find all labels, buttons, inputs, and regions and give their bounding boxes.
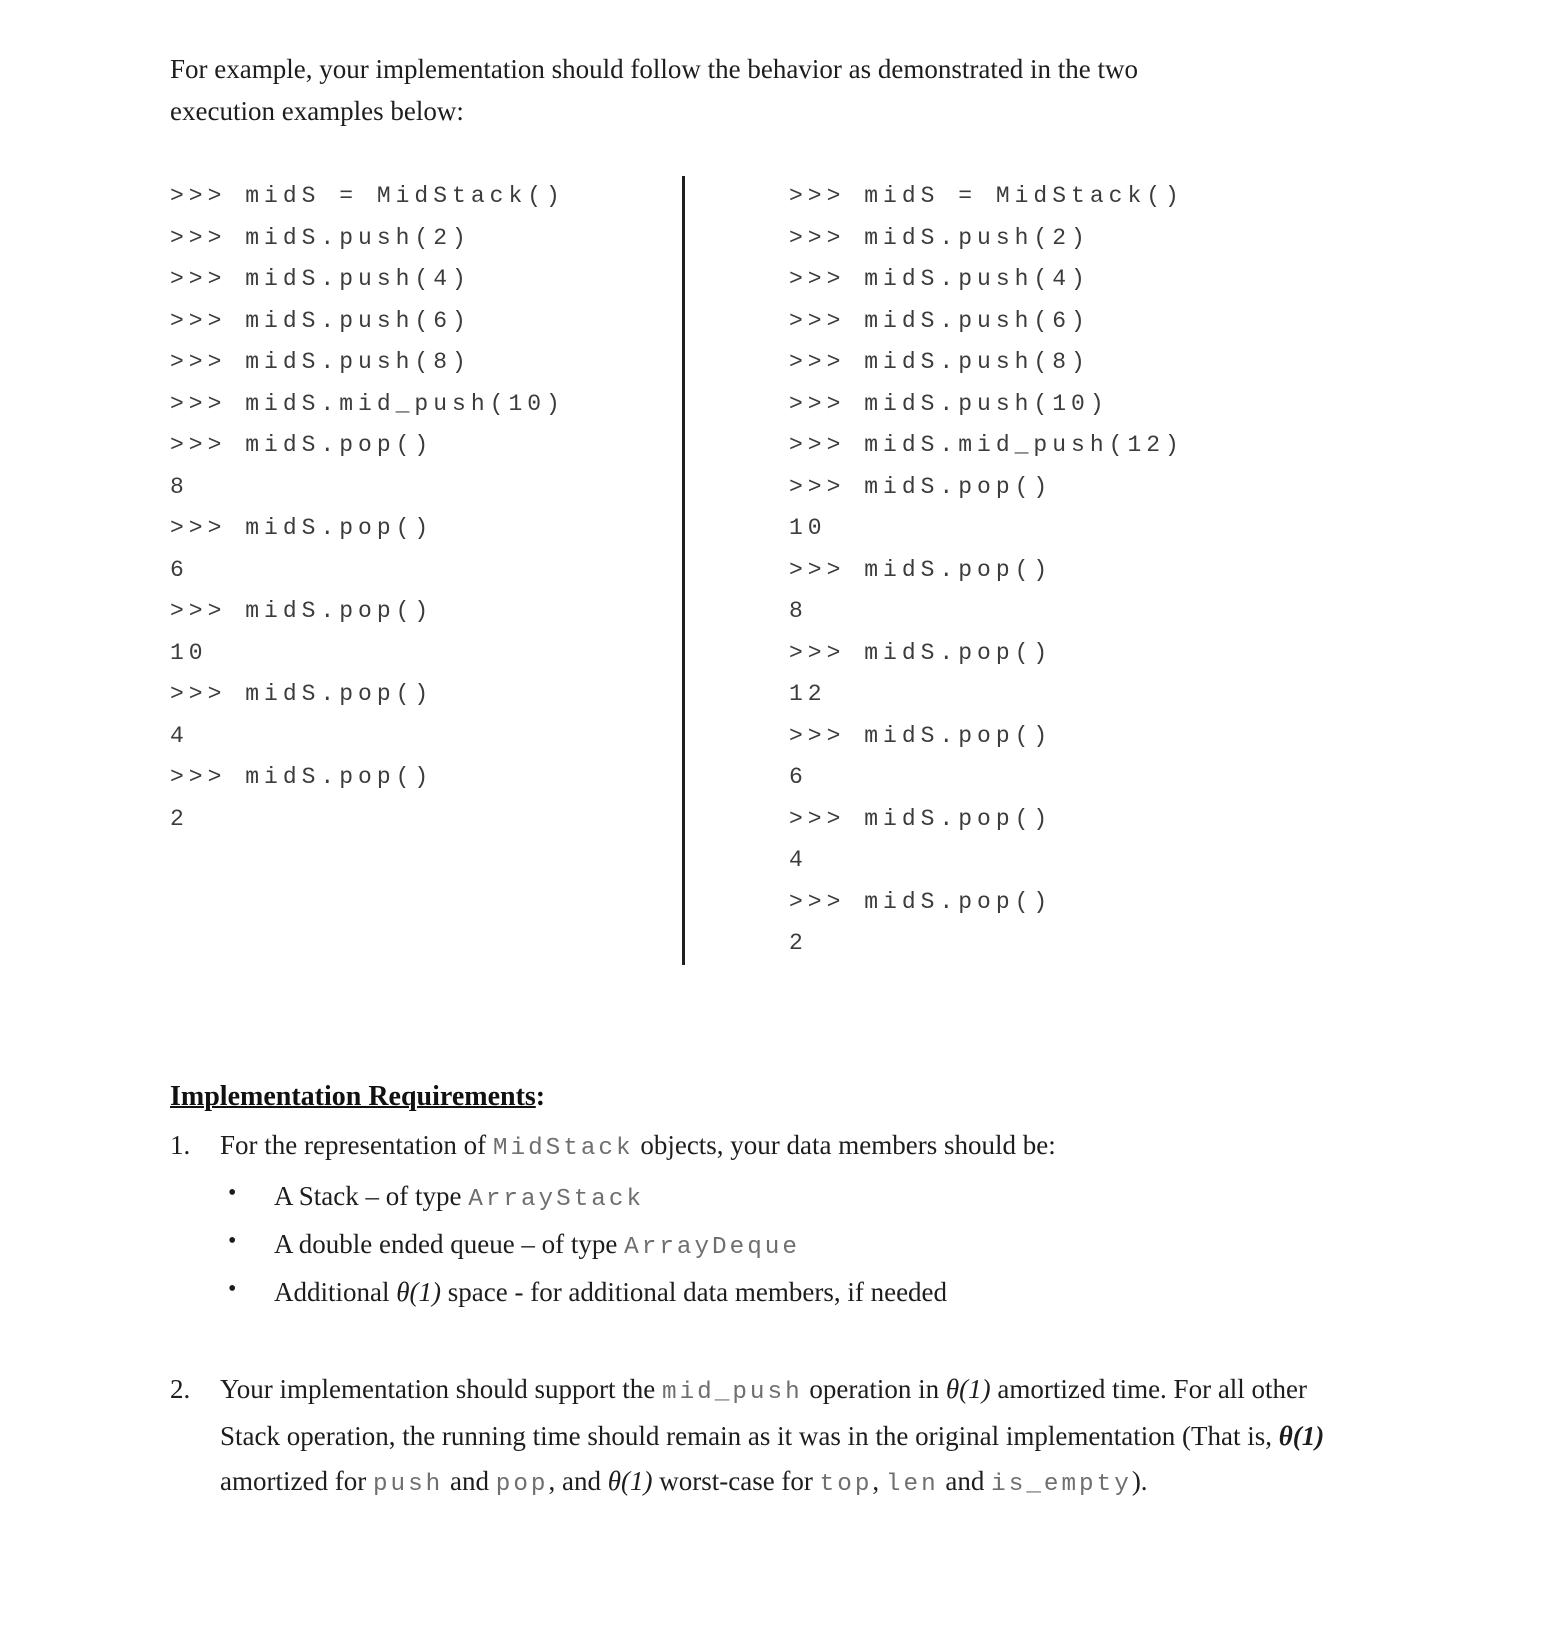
requirement-2-text: [220, 1367, 1330, 1505]
requirements-section: [170, 1081, 1447, 1506]
code-line: >>> midS.pop(): [789, 473, 1053, 500]
bullet-text: [274, 1173, 644, 1221]
text-run: A double ended queue – of type: [274, 1229, 625, 1260]
execution-examples: [170, 176, 1447, 965]
code-line: >>> midS.push(6): [170, 307, 471, 334]
requirements-heading-text: Implementation Requirements: [170, 1080, 536, 1112]
text-run: Additional: [274, 1276, 397, 1307]
math-run: θ(1): [1278, 1420, 1325, 1451]
text-run: For the representation of: [220, 1129, 493, 1160]
requirement-item-2: [170, 1367, 1447, 1505]
code-line: >>> midS.pop(): [789, 722, 1053, 749]
requirement-1-text: [220, 1123, 1056, 1170]
code-line: >>> midS.push(8): [789, 349, 1090, 376]
column-divider: [682, 176, 685, 965]
code-line: >>> midS.push(6): [789, 307, 1090, 334]
inline-code: MidStack: [492, 1134, 634, 1162]
code-line: >>> midS = MidStack(): [789, 183, 1184, 210]
code-line: >>> midS.pop(): [170, 515, 434, 542]
code-line: 4: [789, 847, 808, 874]
inline-code: len: [885, 1470, 939, 1498]
inline-code: pop: [495, 1470, 549, 1498]
inline-code: ArrayStack: [468, 1186, 645, 1214]
code-line: 10: [789, 515, 827, 542]
requirements-heading: [170, 1081, 1447, 1113]
text-run: ).: [1131, 1465, 1148, 1496]
requirement-1-body: [220, 1123, 1056, 1316]
code-line: >>> midS.push(10): [789, 390, 1109, 417]
math-run: θ(1): [396, 1276, 441, 1307]
code-line: >>> midS.pop(): [170, 764, 434, 791]
text-run: amortized for: [220, 1465, 373, 1496]
bullet-item: [220, 1221, 1056, 1269]
text-run: , and: [548, 1465, 608, 1496]
code-line: 6: [170, 556, 189, 583]
text-run: and: [938, 1465, 992, 1496]
execution-example-right: [789, 176, 1184, 965]
code-line: >>> midS.pop(): [170, 432, 434, 459]
text-run: objects, your data members should be:: [633, 1129, 1056, 1160]
inline-code: is_empty: [991, 1470, 1132, 1498]
requirement-1-bullets: [220, 1173, 1056, 1315]
text-run: and: [443, 1465, 496, 1496]
inline-code: top: [819, 1470, 873, 1498]
requirements-heading-colon: :: [535, 1080, 546, 1112]
code-line: >>> midS.mid_push(10): [170, 390, 565, 417]
text-run: amortized time. For all other Stack operation, the running time should remain as it was in the original implementation (That is,: [220, 1374, 1308, 1451]
bullet-marker: •: [228, 1275, 237, 1302]
inline-code: ArrayDeque: [624, 1234, 800, 1262]
code-line: >>> midS.mid_push(12): [789, 432, 1184, 459]
code-line: 12: [789, 681, 827, 708]
bullet-item: [220, 1173, 1056, 1221]
bullet-marker: •: [228, 1180, 237, 1207]
bullet-marker: •: [228, 1228, 237, 1255]
code-line: >>> midS.pop(): [789, 556, 1053, 583]
bullet-text: [274, 1221, 800, 1269]
code-line: >>> midS.push(4): [789, 266, 1090, 293]
code-line: 4: [170, 722, 189, 749]
inline-code: mid_push: [662, 1379, 803, 1407]
code-line: >>> midS.pop(): [170, 681, 434, 708]
execution-example-left: [170, 176, 682, 965]
code-line: >>> midS.pop(): [789, 888, 1053, 915]
code-line: 2: [789, 930, 808, 957]
text-run: Your implementation should support the: [220, 1374, 662, 1405]
code-line: 10: [170, 639, 208, 666]
math-run: θ(1): [607, 1465, 653, 1496]
code-line: >>> midS.pop(): [170, 598, 434, 625]
text-run: ,: [872, 1465, 886, 1496]
code-line: 6: [789, 764, 808, 791]
code-line: >>> midS.push(2): [789, 224, 1090, 251]
requirement-2-number: 2.: [170, 1374, 191, 1405]
inline-code: push: [372, 1470, 444, 1498]
code-line: >>> midS.pop(): [789, 639, 1053, 666]
code-line: 8: [789, 598, 808, 625]
code-line: 2: [170, 805, 189, 832]
text-run: operation in: [802, 1374, 946, 1405]
code-line: 8: [170, 473, 189, 500]
requirement-1-number: 1.: [170, 1129, 191, 1160]
math-run: θ(1): [945, 1374, 991, 1405]
bullet-item: [220, 1269, 1056, 1315]
code-line: >>> midS.pop(): [789, 805, 1053, 832]
bullet-text: [274, 1269, 947, 1315]
text-run: space - for additional data members, if needed: [441, 1276, 948, 1307]
code-line: >>> midS.push(2): [170, 224, 471, 251]
intro-paragraph: For example, your implementation should follow the behavior as demonstrated in the two execution examples below:: [170, 54, 1139, 127]
text-run: A Stack – of type: [274, 1181, 469, 1212]
text-run: worst-case for: [652, 1465, 820, 1496]
code-line: >>> midS.push(8): [170, 349, 471, 376]
requirement-item-1: [170, 1123, 1447, 1316]
code-line: >>> midS = MidStack(): [170, 183, 565, 210]
code-line: >>> midS.push(4): [170, 266, 471, 293]
